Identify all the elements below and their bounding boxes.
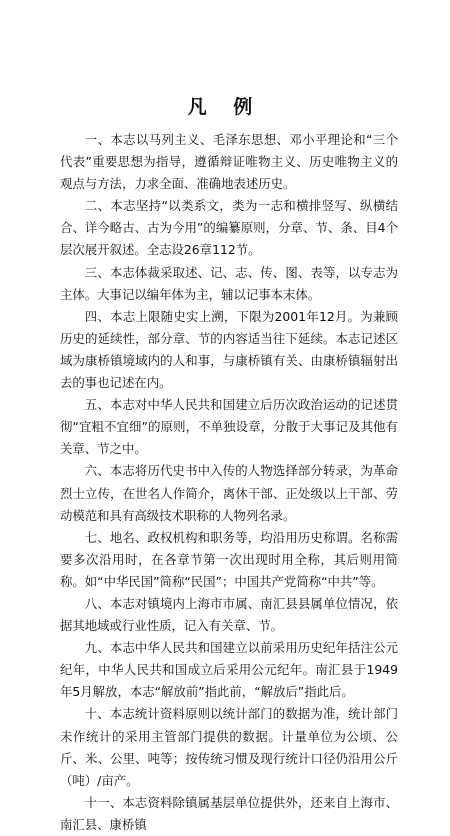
- paragraph-11: 十一、本志资料除镇属基层单位提供外，还来自上海市、南汇县、康桥镇: [60, 794, 398, 832]
- document-body: [60, 129, 398, 836]
- paragraph-5: 五、本志对中华人民共和国建立后历次政治运动的记述贯彻“宜粗不宜细”的原则，不单独设章，分散于大事记及其他有关章、节之中。: [60, 397, 398, 457]
- paragraph-3: 三、本志体裁采取述、记、志、传、图、表等，以专志为主体。大事记以编年体为主，辅以记事本末体。: [60, 264, 398, 302]
- paragraph-1: 一、本志以马列主义、毛泽东思想、邓小平理论和“三个代表”重要思想为指导，遵循辩证唯物主义、历史唯物主义的观点与方法，力求全面、准确地表述历史。: [60, 132, 398, 192]
- paragraph-8: 八、本志对镇境内上海市市属、南汇县县属单位情况，依据其地域或行业性质，记入有关章、节。: [60, 595, 398, 634]
- page-title: 凡 例: [187, 96, 263, 118]
- paragraph-6: 六、本志将历代史书中入传的人物选择部分转录，为革命烈士立传，在世名人作简介，离休干部、正处级以上干部、劳动模范和具有高级技术职称的人物列名录。: [60, 463, 398, 523]
- paragraph-9: 九、本志中华人民共和国建立以前采用历史纪年括注公元纪年，中华人民共和国成立后采用公元纪年。南汇县于1949年5月解放，本志“解放前”指此前，“解放后”指此后。: [60, 640, 398, 700]
- paragraph-4: 四、本志上限随史实上溯，下限为2001年12月。为兼顾历史的延续性，部分章、节的内容适当往下延续。本志记述区域为康桥镇境域内的人和事，与康桥镇有关、由康桥镇辐射出去的事也记述在内。: [60, 308, 398, 391]
- paragraph-2: 二、本志坚持“以类系文，类为一志和横排竖写、纵横结合、详今略古、古为今用”的编纂原则，分章、节、条、目4个层次展开叙述。全志设26章112节。: [60, 198, 398, 258]
- paragraph-10: 十、本志统计资料原则以统计部门的数据为准，统计部门未作统计的采用主管部门提供的数据。计量单位为公顷、公斤、米、公里、吨等；按传统习惯及现行统计口径仍沿用公斤（吨）/亩产。: [60, 706, 398, 788]
- paragraph-7: 七、地名、政权机构和职务等，均沿用历史称谓。名称需要多次沿用时，在各章节第一次出现时用全称，其后则用简称。如“中华民国”简称“民国”；中国共产党简称“中共”等。: [60, 529, 398, 589]
